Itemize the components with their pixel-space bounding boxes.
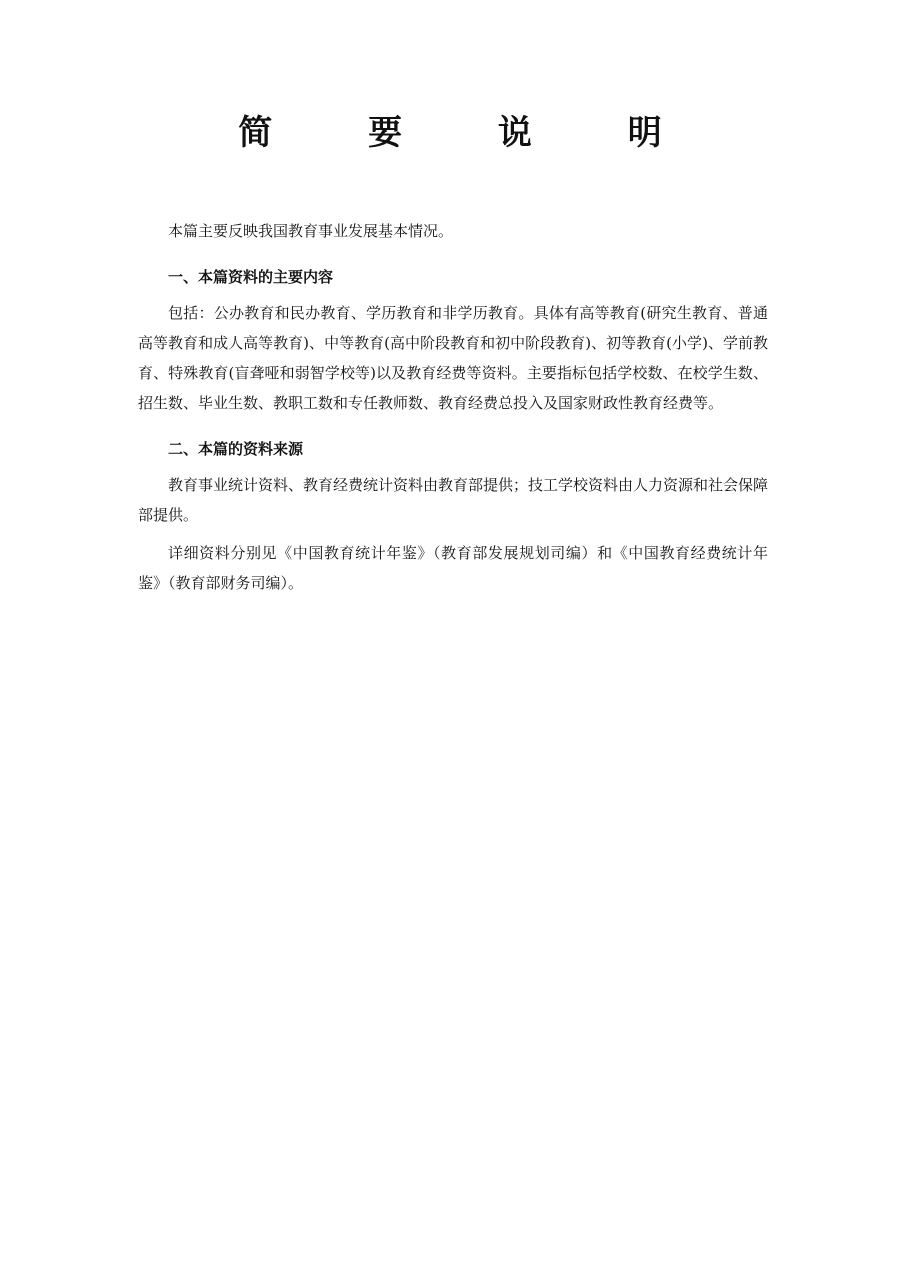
section-data-source-detail-paragraph: 详细资料分别见《中国教育统计年鉴》（教育部发展规划司编）和《中国教育经费统计年鉴》（教育部财务司编）。 (138, 544, 768, 592)
section-main-content-paragraph: 包括：公办教育和民办教育、学历教育和非学历教育。具体有高等教育(研究生教育、普通高等教育和成人高等教育)、中等教育(高中阶段教育和初中阶段教育)、初等教育(小学)、学前教育、特殊教育(盲聋哑和弱智学校等)以及教育经费等资料。主要指标包括学校数、在校学生数、招生数、毕业生数、教职工数和专任教师数、教育经费总投入及国家财政性教育经费等。 (138, 304, 768, 412)
spacer (138, 530, 768, 538)
intro-paragraph: 本篇主要反映我国教育事业发展基本情况。 (168, 222, 454, 240)
document-body (138, 216, 768, 598)
section-data-source-paragraph: 教育事业统计资料、教育经费统计资料由教育部提供；技工学校资料由人力资源和社会保障部提供。 (138, 476, 769, 524)
section-heading-main-content: 一、本篇资料的主要内容 (168, 268, 334, 286)
page-title: 简 要 说 明 (238, 113, 704, 153)
spacer (138, 418, 768, 426)
section-heading-data-source: 二、本篇的资料来源 (168, 440, 304, 458)
spacer (138, 246, 768, 254)
